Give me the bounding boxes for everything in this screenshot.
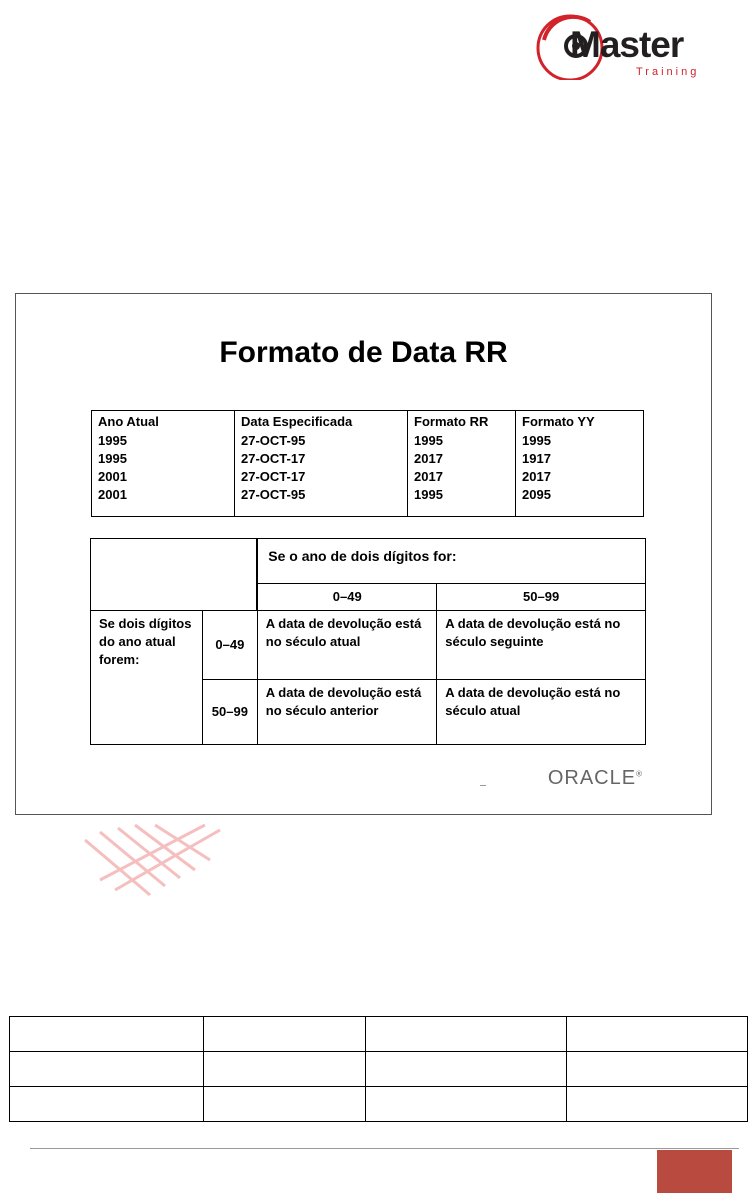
- row-range-0-49: 0–49: [203, 611, 258, 680]
- empty-cell: [10, 1052, 204, 1087]
- page-number-box: [657, 1150, 732, 1193]
- table-row: [91, 539, 646, 584]
- cell: 1995: [98, 433, 127, 448]
- empty-cell: [204, 1052, 366, 1087]
- col-formato-yy: [516, 429, 644, 517]
- row-range-50-99: 50–99: [203, 680, 258, 745]
- table-row: [10, 1052, 748, 1087]
- col-data-especificada: [235, 429, 408, 517]
- empty-cell: [567, 1052, 748, 1087]
- range-0-49: 0–49: [257, 584, 437, 611]
- empty-cell: [366, 1052, 567, 1087]
- cell: 1995: [414, 487, 443, 502]
- empty-corner-cell: [91, 539, 258, 611]
- footer-divider: [30, 1148, 739, 1149]
- empty-cell: [366, 1087, 567, 1122]
- table-row: [10, 1017, 748, 1052]
- empty-cell: [10, 1017, 204, 1052]
- empty-cell: [366, 1017, 567, 1052]
- result-cell: A data de devolução está no século atual: [437, 680, 646, 745]
- cell: 2017: [522, 469, 551, 484]
- empty-cell: [204, 1087, 366, 1122]
- empty-cell: [567, 1017, 748, 1052]
- row-label: Se dois dígitos do ano atual forem:: [91, 611, 203, 745]
- cell: 2017: [414, 451, 443, 466]
- cell: 27-OCT-17: [241, 451, 306, 466]
- cell: 27-OCT-95: [241, 433, 306, 448]
- col-formato-rr: [408, 429, 516, 517]
- rr-rules-table: [90, 538, 646, 745]
- cell: 1917: [522, 451, 551, 466]
- watermark-icon: [80, 820, 240, 900]
- header-data-especificada: Data Especificada: [235, 411, 408, 430]
- result-cell: A data de devolução está no século seguinte: [437, 611, 646, 680]
- table-row: [91, 611, 646, 680]
- oracle-logo: ORACLE®: [547, 767, 643, 789]
- master-training-logo: [532, 10, 727, 80]
- table-header-row: [92, 411, 644, 430]
- slide-title: Formato de Data RR: [219, 336, 508, 369]
- cell: 2017: [414, 469, 443, 484]
- two-digit-header: Se o ano de dois dígitos for:: [257, 539, 645, 584]
- oracle-text: ORACLE: [547, 767, 637, 789]
- cell: 1995: [414, 433, 443, 448]
- empty-cell: [567, 1087, 748, 1122]
- logo-tagline: Training: [636, 66, 700, 78]
- col-ano-atual: [92, 429, 235, 517]
- empty-grid-table: [9, 1016, 748, 1122]
- header-ano-atual: Ano Atual: [92, 411, 235, 430]
- cell: 27-OCT-17: [241, 469, 306, 484]
- result-cell: A data de devolução está no século atual: [257, 611, 437, 680]
- header-formato-yy: Formato YY: [516, 411, 644, 430]
- table-row: [92, 429, 644, 517]
- table-row: [10, 1087, 748, 1122]
- empty-cell: [204, 1017, 366, 1052]
- cell: 2001: [98, 487, 127, 502]
- cell: 27-OCT-95: [241, 487, 306, 502]
- cell: 1995: [522, 433, 551, 448]
- cell: 2095: [522, 487, 551, 502]
- logo-name: Master: [570, 24, 684, 65]
- rr-format-examples-table: [91, 410, 644, 517]
- cell: 1995: [98, 451, 127, 466]
- divider: [480, 785, 486, 786]
- slide-image: [15, 293, 712, 815]
- range-50-99: 50–99: [437, 584, 646, 611]
- cell: 2001: [98, 469, 127, 484]
- empty-cell: [10, 1087, 204, 1122]
- header-formato-rr: Formato RR: [408, 411, 516, 430]
- result-cell: A data de devolução está no século anterior: [257, 680, 437, 745]
